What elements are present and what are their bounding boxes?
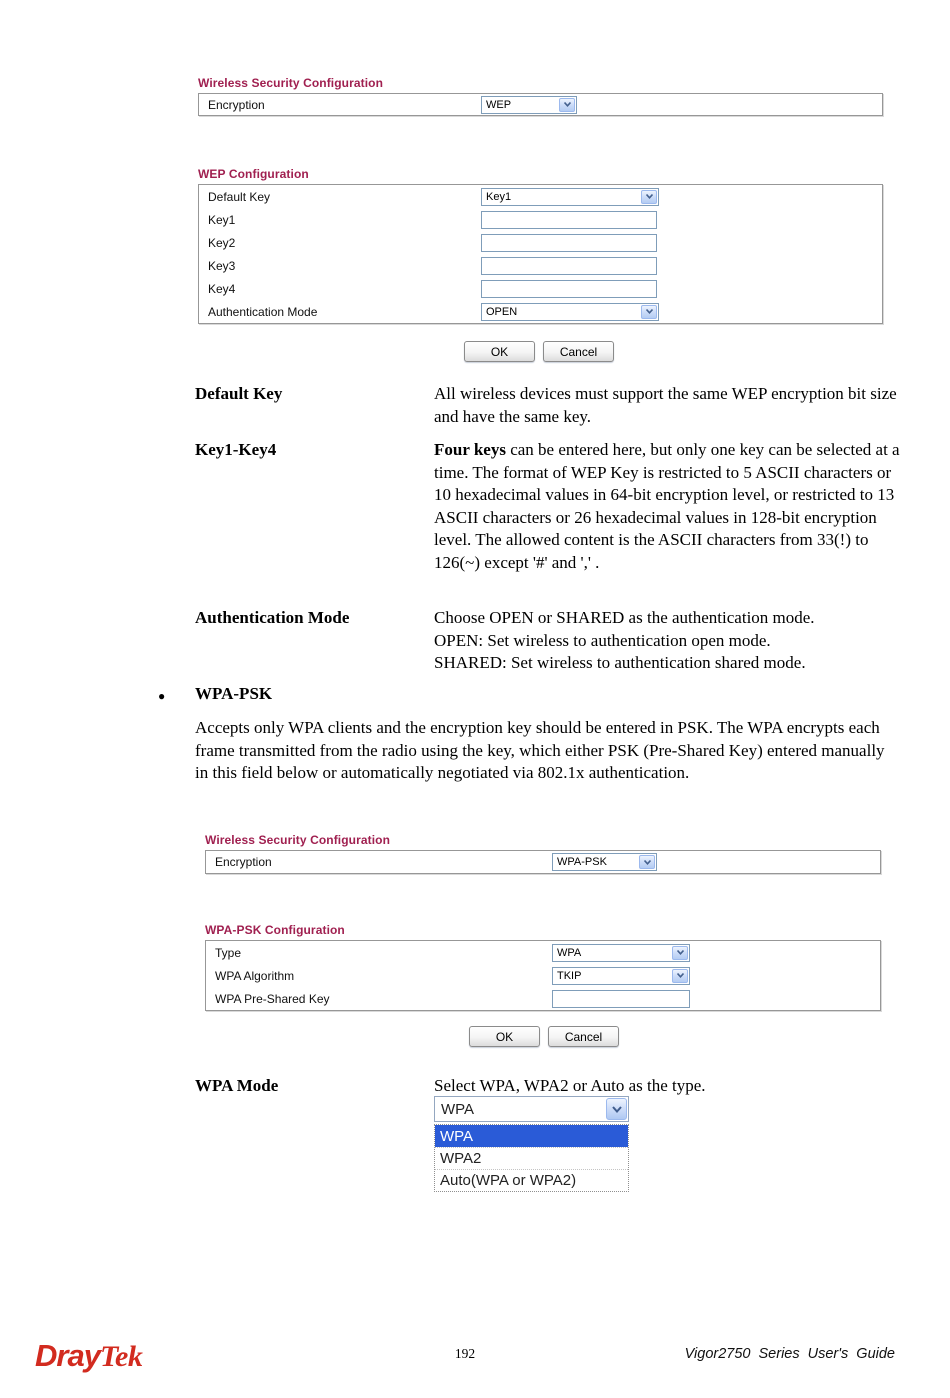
ok-button[interactable]: OK xyxy=(464,341,535,362)
select-value: WPA-PSK xyxy=(557,856,607,868)
section-title: Wireless Security Configuration xyxy=(198,76,384,90)
definition-term: Authentication Mode xyxy=(195,608,350,627)
definition-description xyxy=(434,439,906,574)
field-label-default-key: Default Key xyxy=(208,189,271,204)
key1-input[interactable] xyxy=(481,211,657,229)
chevron-down-icon[interactable] xyxy=(606,1098,627,1120)
field-label-authentication-mode: Authentication Mode xyxy=(208,304,318,319)
section-title: WPA-PSK Configuration xyxy=(205,923,345,937)
chevron-down-icon[interactable] xyxy=(559,98,575,112)
definition-default-key xyxy=(195,383,906,428)
encryption-select[interactable] xyxy=(552,853,657,871)
chevron-down-icon[interactable] xyxy=(672,946,688,960)
definition-description xyxy=(434,607,906,675)
config-table xyxy=(205,940,881,1011)
definition-term: WPA Mode xyxy=(195,1076,279,1095)
select-value: WPA xyxy=(557,946,582,959)
key4-input[interactable] xyxy=(481,280,657,298)
definition-term: Default Key xyxy=(195,384,283,403)
key3-input[interactable] xyxy=(481,257,657,275)
chevron-down-icon[interactable] xyxy=(641,305,657,319)
description-rest: can be entered here, but only one key can be selected at a time. The format of WEP Key is restricted to 5 ASCII characters or 10 hexadecimal values in 64-bit encryption level, or restricted to 13 ASCII characters or 26 hexadecimal values in 128-bit encryption level. The allowed content is the ASCII characters from 33(!) to 126(~) except '#' and ',' . xyxy=(434,440,900,572)
field-label-encryption: Encryption xyxy=(215,855,272,869)
chevron-down-icon[interactable] xyxy=(639,855,655,869)
field-label-encryption: Encryption xyxy=(208,97,265,112)
footer-guide-title: Vigor2750 Series User's Guide xyxy=(684,1346,895,1362)
config-table xyxy=(198,93,883,116)
chevron-down-icon[interactable] xyxy=(641,190,657,204)
section-title: Wireless Security Configuration xyxy=(205,833,391,847)
definition-key1-key4 xyxy=(195,439,906,574)
wpa-pre-shared-key-input[interactable] xyxy=(552,990,690,1008)
page-number: 192 xyxy=(454,1346,476,1361)
field-label-type: Type xyxy=(215,945,242,960)
option-auto[interactable]: Auto(WPA or WPA2) xyxy=(435,1169,628,1191)
cancel-button[interactable]: Cancel xyxy=(543,341,614,362)
authentication-mode-select[interactable] xyxy=(481,303,659,321)
config-table xyxy=(198,184,883,324)
wpa-psk-paragraph: Accepts only WPA clients and the encryption key should be entered in PSK. The WPA encrypts each frame transmitted from the radio using the key, which either PSK (Pre-Shared Key) entered manually in this field below or automatically negotiated via 802.1x authentication. xyxy=(195,718,885,782)
field-label-key3: Key3 xyxy=(208,258,236,273)
logo-text-tek: Tek xyxy=(99,1340,143,1373)
key2-input[interactable] xyxy=(481,234,657,252)
bold-lead: Four keys xyxy=(434,440,506,459)
section-title: WEP Configuration xyxy=(198,167,309,181)
config-table xyxy=(205,850,881,874)
encryption-select[interactable] xyxy=(481,96,577,114)
screenshot-wireless-security-wpa-psk xyxy=(205,833,881,874)
field-label-key2: Key2 xyxy=(208,235,236,250)
chevron-down-icon[interactable] xyxy=(672,969,688,983)
wpa-mode-option-list xyxy=(434,1124,629,1192)
default-key-select[interactable] xyxy=(481,188,659,206)
definition-description: All wireless devices must support the same WEP encryption bit size and have the same key. xyxy=(434,384,897,426)
wpa-mode-select[interactable] xyxy=(434,1096,629,1122)
definition-description: Select WPA, WPA2 or Auto as the type. xyxy=(434,1076,706,1095)
wpa-mode-dropdown xyxy=(434,1096,629,1192)
definition-authentication-mode xyxy=(195,607,906,675)
screenshot-wep-configuration xyxy=(198,167,883,324)
description-line: Choose OPEN or SHARED as the authentication mode. xyxy=(434,608,815,627)
wpa-button-row xyxy=(469,1026,619,1047)
wpa-algorithm-select[interactable] xyxy=(552,967,690,985)
screenshot-wpa-psk-configuration xyxy=(205,923,881,1011)
field-label-wpa-algorithm: WPA Algorithm xyxy=(215,968,295,983)
logo-text-dray: Dray xyxy=(35,1338,100,1373)
screenshot-wireless-security-wep xyxy=(198,76,883,116)
cancel-button[interactable]: Cancel xyxy=(548,1026,619,1047)
bullet-marker-icon: ● xyxy=(158,689,166,703)
description-line: OPEN: Set wireless to authentication open mode. xyxy=(434,630,771,650)
field-label-key1: Key1 xyxy=(208,212,236,227)
description-line: SHARED: Set wireless to authentication shared mode. xyxy=(434,653,806,672)
bullet-heading: WPA-PSK xyxy=(195,684,273,703)
select-value: OPEN xyxy=(486,305,518,318)
field-label-wpa-pre-shared-key: WPA Pre-Shared Key xyxy=(215,991,330,1006)
field-label-key4: Key4 xyxy=(208,281,236,296)
definition-wpa-mode xyxy=(195,1075,906,1098)
type-select[interactable] xyxy=(552,944,690,962)
wep-button-row xyxy=(464,341,614,362)
ok-button[interactable]: OK xyxy=(469,1026,540,1047)
select-value: WEP xyxy=(486,98,512,111)
select-value: Key1 xyxy=(486,190,512,203)
select-value: TKIP xyxy=(557,969,582,982)
definition-term: Key1-Key4 xyxy=(195,440,277,459)
option-wpa[interactable]: WPA xyxy=(435,1125,628,1147)
select-value: WPA xyxy=(441,1100,475,1118)
option-wpa2[interactable]: WPA2 xyxy=(435,1147,628,1169)
